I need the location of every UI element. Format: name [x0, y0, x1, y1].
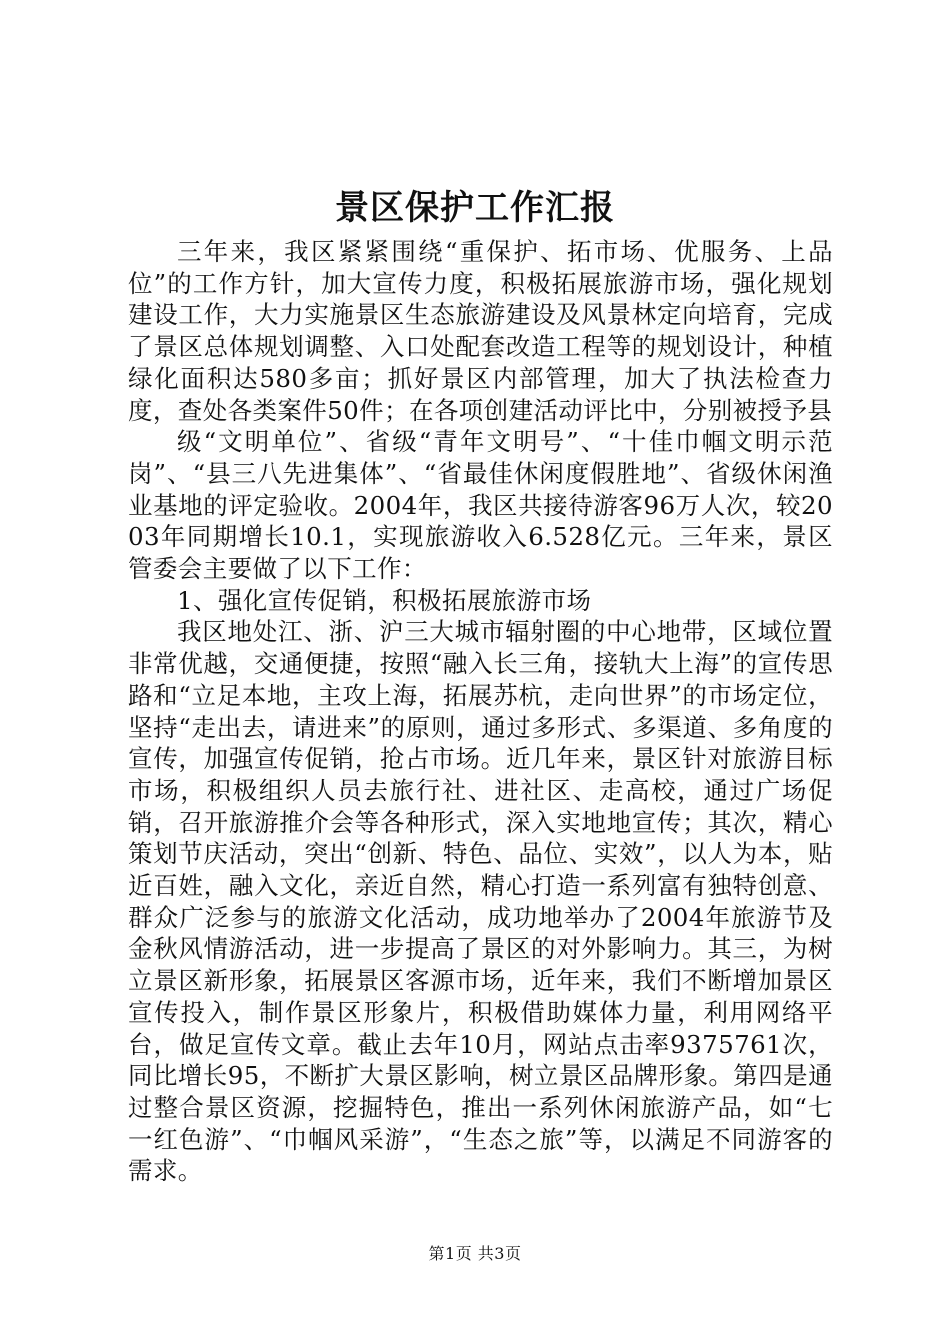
- page-number: 第1页 共3页: [428, 1244, 522, 1263]
- paragraph-honors: 级“文明单位”、省级“青年文明号”、“十佳巾帼文明示范岗”、“县三八先进集体”、“省最佳休闲度假胜地”、省级休闲渔业基地的评定验收。2004年，我区共接待游客96万人次，较2003年同期增长10.1，实现旅游收入6.528亿元。三年来，景区管委会主要做了以下工作：: [128, 427, 833, 584]
- document-title: 景区保护工作汇报: [335, 188, 615, 228]
- section-heading: 1、强化宣传促销，积极拓展旅游市场: [177, 585, 592, 615]
- paragraph-promotion: 我区地处江、浙、沪三大城市辐射圈的中心地带，区域位置非常优越，交通便捷，按照“融入长三角，接轨大上海”的宣传思路和“立足本地，主攻上海，拓展苏杭，走向世界”的市场定位，坚持“走出去，请进来”的原则，通过多形式、多渠道、多角度的宣传，加强宣传促销，抢占市场。近几年来，景区针对旅游目标市场，积极组织人员去旅行社、进社区、走高校，通过广场促销，召开旅游推介会等各种形式，深入实地地宣传；其次，精心策划节庆活动，突出“创新、特色、品位、实效”，以人为本，贴近百姓，融入文化，亲近自然，精心打造一系列富有独特创意、群众广泛参与的旅游文化活动，成功地举办了2004年旅游节及金秋风情游活动，进一步提高了景区的对外影响力。其三，为树立景区新形象，拓展景区客源市场，近年来，我们不断增加景区宣传投入，制作景区形象片，积极借助媒体力量，利用网络平台，做足宣传文章。截止去年10月，网站点击率9375761次，同比增长95，不断扩大景区影响，树立景区品牌形象。第四是通过整合景区资源，挖掘特色，推出一系列休闲旅游产品，如“七一红色游”、“巾帼风采游”，“生态之旅”等，以满足不同游客的需求。: [128, 617, 833, 1186]
- document-body: [128, 236, 833, 1187]
- paragraph-intro: 三年来，我区紧紧围绕“重保护、拓市场、优服务、上品位”的工作方针，加大宣传力度，积极拓展旅游市场，强化规划建设工作，大力实施景区生态旅游建设及风景林定向培育，完成了景区总体规划调整、入口处配套改造工程等的规划设计，种植绿化面积达580多亩；抓好景区内部管理，加大了执法检查力度，查处各类案件50件；在各项创建活动评比中，分别被授予县: [128, 237, 833, 425]
